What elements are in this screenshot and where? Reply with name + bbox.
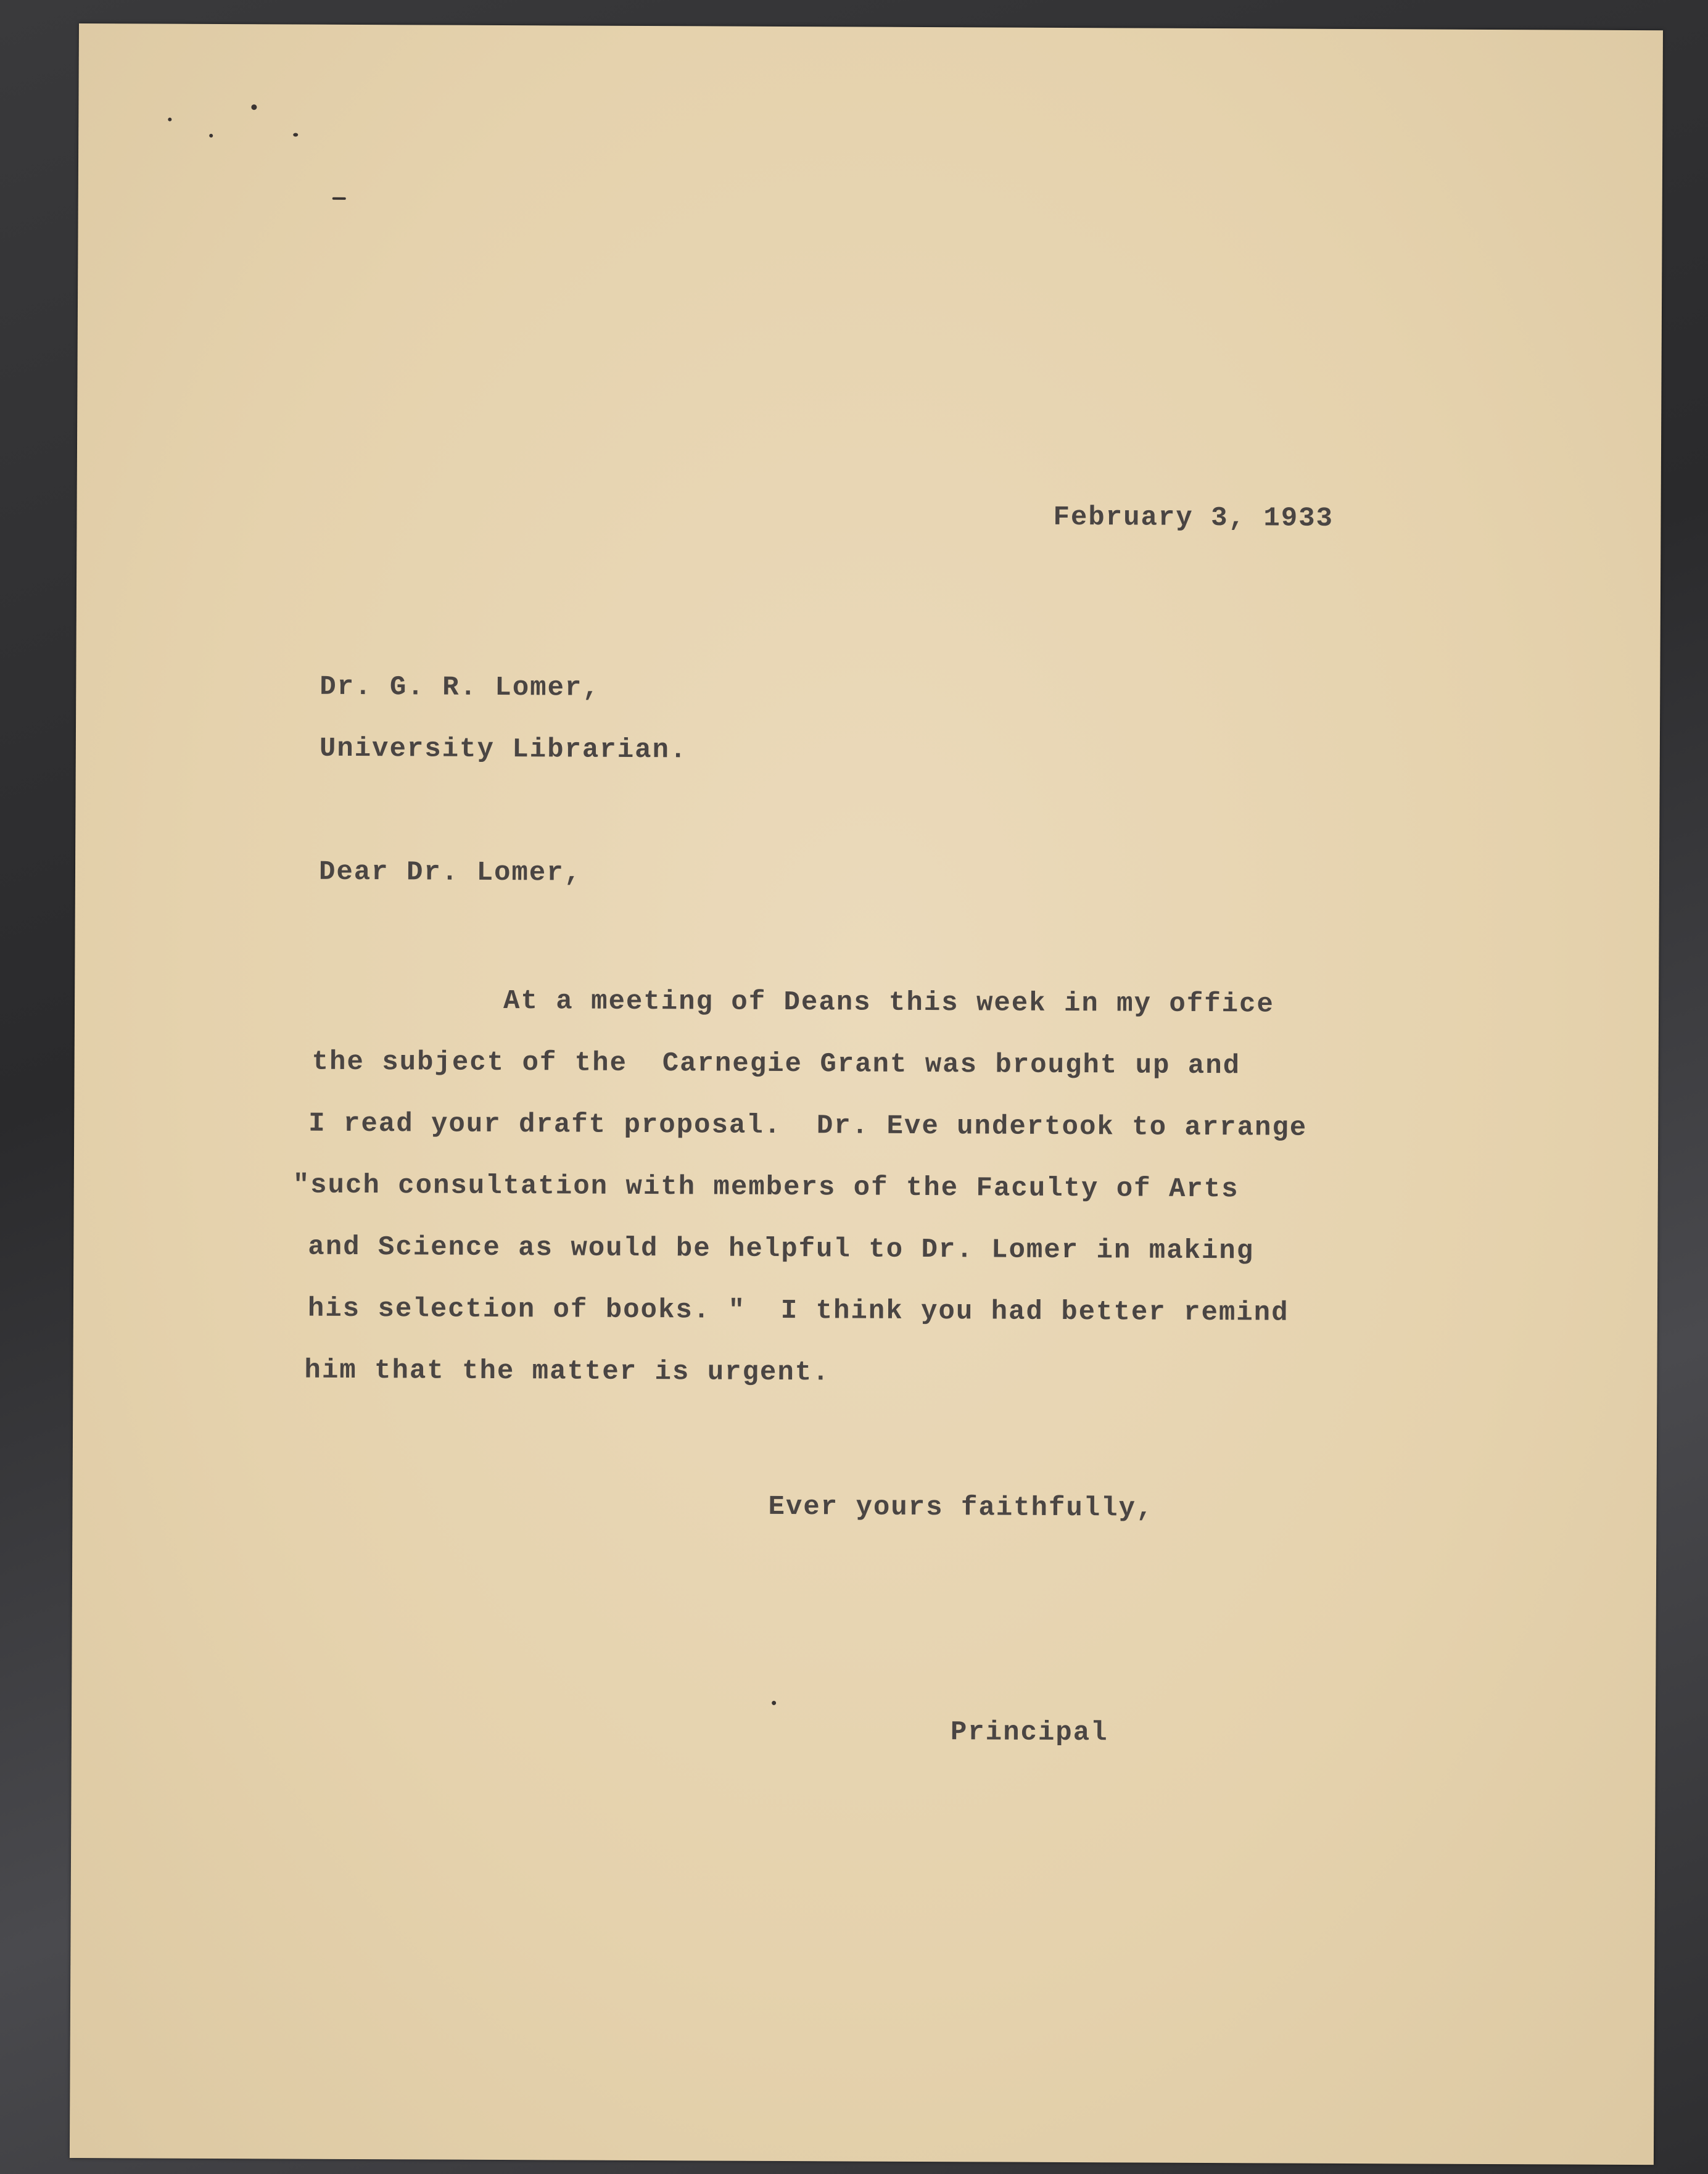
- body-line: I read your draft proposal. Dr. Eve undertook to arrange: [308, 1108, 1308, 1144]
- paper-mark: [209, 134, 213, 138]
- recipient-name: Dr. G. R. Lomer,: [320, 671, 600, 704]
- closing: Ever yours faithfully,: [768, 1491, 1154, 1524]
- salutation: Dear Dr. Lomer,: [318, 856, 582, 889]
- recipient-title: University Librarian.: [319, 733, 688, 766]
- body-line: "such consultation with members of the Faculty of Arts: [292, 1170, 1239, 1205]
- body-line: him that the matter is urgent.: [304, 1355, 830, 1389]
- letter-page: [70, 23, 1663, 2165]
- letter-date: February 3, 1933: [1053, 502, 1334, 534]
- paper-mark: [772, 1701, 776, 1705]
- paper-mark: [332, 197, 346, 200]
- paper-mark: [293, 133, 298, 137]
- body-line: At a meeting of Deans this week in my office: [503, 986, 1274, 1020]
- paper-mark: [251, 104, 257, 110]
- body-line: the subject of the Carnegie Grant was brought up and: [311, 1046, 1241, 1082]
- signature-title: Principal: [950, 1717, 1108, 1749]
- body-line: his selection of books. " I think you had better remind: [307, 1293, 1289, 1329]
- paper-mark: [168, 118, 171, 122]
- body-line: and Science as would be helpful to Dr. Lomer in making: [308, 1231, 1255, 1267]
